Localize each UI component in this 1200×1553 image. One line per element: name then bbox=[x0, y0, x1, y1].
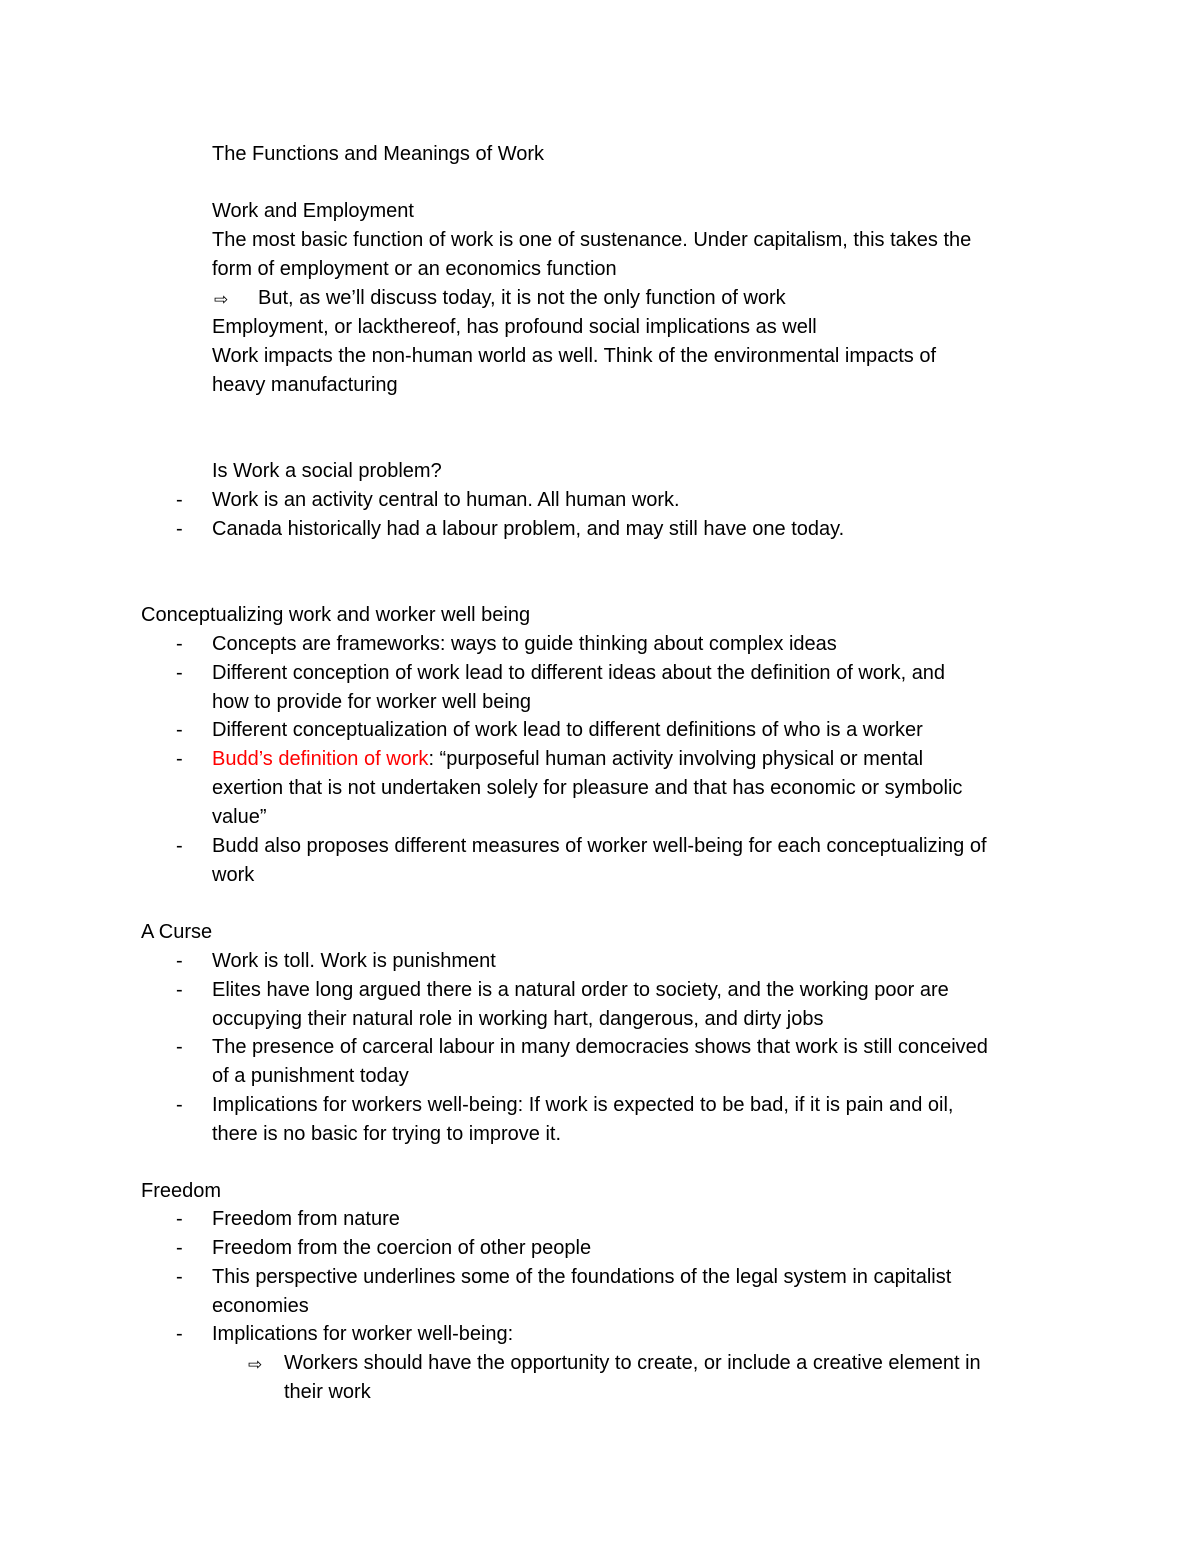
list-item: Different conceptualization of work lead to different definitions of who is a worker bbox=[212, 719, 923, 741]
paragraph-line: Work impacts the non-human world as well. Think of the environmental impacts of bbox=[212, 345, 937, 367]
dash-bullet-icon: - bbox=[176, 518, 183, 540]
list-item: Concepts are frameworks: ways to guide thinking about complex ideas bbox=[212, 633, 837, 655]
list-item: Elites have long argued there is a natural order to society, and the working poor are bbox=[212, 979, 949, 1001]
arrow-bullet-icon: ⇨ bbox=[214, 290, 229, 310]
paragraph-line: The most basic function of work is one of sustenance. Under capitalism, this takes the bbox=[212, 229, 972, 251]
dash-bullet-icon: - bbox=[176, 1323, 183, 1345]
list-item-continuation: occupying their natural role in working hart, dangerous, and dirty jobs bbox=[212, 1008, 824, 1030]
arrow-bullet-text: But, as we’ll discuss today, it is not the only function of work bbox=[258, 287, 786, 309]
list-item bbox=[212, 748, 923, 771]
definition-text: : “purposeful human activity involving physical or mental bbox=[428, 748, 924, 770]
dash-bullet-icon: - bbox=[176, 633, 183, 655]
section-heading-social-problem: Is Work a social problem? bbox=[212, 460, 442, 482]
list-item: Work is an activity central to human. All human work. bbox=[212, 489, 680, 511]
list-item: Implications for workers well-being: If work is expected to be bad, if it is pain and oil, bbox=[212, 1094, 954, 1116]
sub-list-item-continuation: their work bbox=[284, 1381, 371, 1403]
list-item-continuation: there is no basic for trying to improve it. bbox=[212, 1123, 562, 1145]
section-heading-work-employment: Work and Employment bbox=[212, 200, 414, 222]
paragraph-line: form of employment or an economics function bbox=[212, 258, 617, 280]
list-item-continuation: economies bbox=[212, 1295, 309, 1317]
list-item: Freedom from nature bbox=[212, 1208, 400, 1230]
list-item-continuation: exertion that is not undertaken solely for pleasure and that has economic or symbolic bbox=[212, 777, 963, 799]
dash-bullet-icon: - bbox=[176, 748, 183, 770]
list-item-continuation: work bbox=[212, 864, 255, 886]
arrow-bullet-icon: ⇨ bbox=[248, 1355, 263, 1375]
dash-bullet-icon: - bbox=[176, 1036, 183, 1058]
highlighted-term: Budd’s definition of work bbox=[212, 748, 429, 770]
paragraph-line: Employment, or lackthereof, has profound social implications as well bbox=[212, 316, 817, 338]
list-item: Canada historically had a labour problem, and may still have one today. bbox=[212, 518, 845, 540]
dash-bullet-icon: - bbox=[176, 1237, 183, 1259]
list-item: Different conception of work lead to different ideas about the definition of work, and bbox=[212, 662, 946, 684]
dash-bullet-icon: - bbox=[176, 1208, 183, 1230]
list-item: Implications for worker well-being: bbox=[212, 1323, 514, 1345]
dash-bullet-icon: - bbox=[176, 979, 183, 1001]
dash-bullet-icon: - bbox=[176, 835, 183, 857]
list-item: Freedom from the coercion of other people bbox=[212, 1237, 592, 1259]
list-item: This perspective underlines some of the foundations of the legal system in capitalist bbox=[212, 1266, 952, 1288]
dash-bullet-icon: - bbox=[176, 950, 183, 972]
list-item: Work is toll. Work is punishment bbox=[212, 950, 496, 972]
section-heading-freedom: Freedom bbox=[141, 1180, 222, 1202]
dash-bullet-icon: - bbox=[176, 662, 183, 684]
list-item: Budd also proposes different measures of worker well-being for each conceptualizing of bbox=[212, 835, 987, 857]
dash-bullet-icon: - bbox=[176, 489, 183, 511]
list-item-continuation: of a punishment today bbox=[212, 1065, 409, 1087]
section-heading-conceptualizing: Conceptualizing work and worker well being bbox=[141, 604, 531, 626]
list-item-continuation: value” bbox=[212, 806, 267, 828]
paragraph-line: heavy manufacturing bbox=[212, 374, 398, 396]
list-item-continuation: how to provide for worker well being bbox=[212, 691, 532, 713]
sub-list-item: Workers should have the opportunity to create, or include a creative element in bbox=[284, 1352, 981, 1374]
dash-bullet-icon: - bbox=[176, 1266, 183, 1288]
section-heading-a-curse: A Curse bbox=[141, 921, 213, 943]
document-title: The Functions and Meanings of Work bbox=[212, 143, 545, 165]
dash-bullet-icon: - bbox=[176, 1094, 183, 1116]
dash-bullet-icon: - bbox=[176, 719, 183, 741]
list-item: The presence of carceral labour in many democracies shows that work is still conceived bbox=[212, 1036, 988, 1058]
